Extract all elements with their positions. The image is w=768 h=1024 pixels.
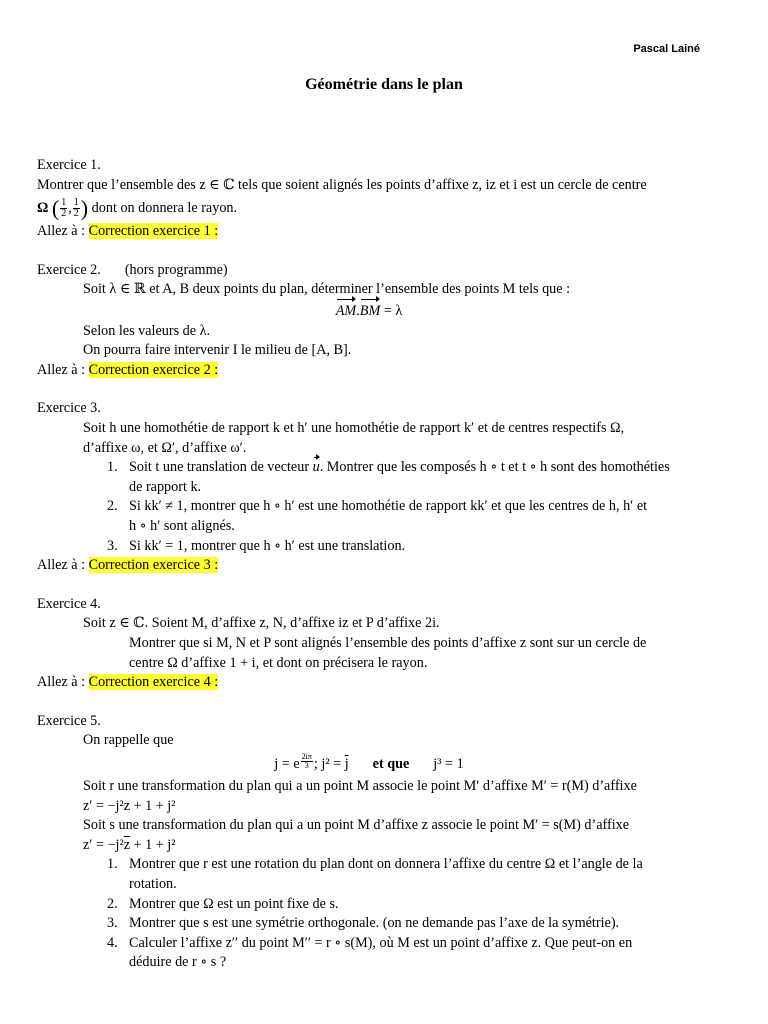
exercise-3-link-row: Allez à : Correction exercice 3 :: [37, 557, 219, 574]
list-item: 4. Calculer l’affixe z′′ du point M′′ = r ∘ s(M), où M est un point d’affixe z. Que peut-on en déduire de r ∘ s ?: [107, 934, 633, 971]
correction-link-2[interactable]: Correction exercice 2 :: [88, 361, 219, 378]
center-symbol: Ω: [37, 200, 49, 217]
exercise-4-heading: Exercice 4.: [37, 595, 101, 612]
exercise-2-formula: AM.BM = λ: [37, 300, 701, 322]
exercise-2-line-2: Selon les valeurs de λ.: [83, 322, 211, 339]
exercise-3-heading: Exercice 3.: [37, 400, 101, 417]
exercise-2-line-3: On pourra faire intervenir I le milieu de [A, B].: [83, 342, 352, 359]
exercise-4-link-row: Allez à : Correction exercice 4 :: [37, 674, 219, 691]
exercise-2-statement: Soit λ ∈ ℝ et A, B deux points du plan, déterminer l’ensemble des points M tels que :: [83, 281, 571, 298]
exercise-5: [37, 712, 701, 973]
exercise-4-statement: Soit z ∈ ℂ. Soient M, d’affixe z, N, d’affixe iz et P d’affixe 2i.: [83, 615, 440, 632]
correction-link-1[interactable]: Correction exercice 1 :: [88, 222, 219, 239]
exercise-5-heading: Exercice 5.: [37, 712, 101, 729]
exercise-2-note: (hors programme): [124, 261, 228, 278]
exercise-1-statement-cont: Ω ( $\frac{1}{2}$ , $\frac{1}{2}$ ) dont on donnera le rayon.: [37, 195, 238, 221]
exercise-4-line-3: centre Ω d’affixe 1 + i, et dont on précisera le rayon.: [129, 654, 428, 671]
correction-link-3[interactable]: Correction exercice 3 :: [88, 557, 219, 574]
exercise-5-line-2: Soit r une transformation du plan qui a un point M associe le point M′ d’affixe M′ = r(M) d’affixe: [83, 777, 637, 794]
exercise-5-formula: j = e $\frac{2i\pi}{3}$ ; $j^2 = \overline{j}$ et que j³ = 1: [274, 751, 464, 772]
list-item: 1. Soit t une translation de vecteur u. Montrer que les composés h ∘ t et t ∘ h sont des homothéties de rapport k.: [107, 459, 670, 495]
exercise-5-line-3: z′ = −j²z + 1 + j²: [83, 797, 176, 814]
exercise-5-line-5: $z' = -j^2\overline{z} + 1 + j^2$: [83, 836, 176, 853]
exercise-5-line-1: On rappelle que: [83, 732, 174, 749]
exercise-3: [37, 399, 701, 575]
list-item: 2. Si kk′ ≠ 1, montrer que h ∘ h′ est une homothétie de rapport kk′ et que les centres de h, h′ et h ∘ h′ sont alignés.: [107, 498, 648, 535]
list-item: 1. Montrer que r est une rotation du plan dont on donnera l’affixe du centre Ω et l’angle de la rotation.: [107, 856, 643, 892]
exercise-3-statement: Soit h une homothétie de rapport k et h′ une homothétie de rapport k′ et de centres respectifs Ω,: [83, 420, 625, 437]
correction-link-4[interactable]: Correction exercice 4 :: [88, 674, 219, 691]
exercise-3-statement-cont: d’affixe ω, et Ω′, d’affixe ω′.: [83, 439, 247, 456]
fraction: $\frac{1}{2}$: [61, 197, 67, 220]
exercise-4: [37, 595, 701, 693]
exercise-list: [37, 156, 701, 992]
exercise-2: [37, 261, 701, 381]
list-item: 2. Montrer que Ω est un point fixe de s.: [107, 895, 339, 912]
exercise-1: [37, 156, 701, 242]
exercise-2-link-row: Allez à : Correction exercice 2 :: [37, 361, 219, 378]
exercise-2-heading: Exercice 2. (hors programme): [37, 261, 228, 278]
exercise-5-line-4: Soit s une transformation du plan qui a un point M d’affixe z associe le point M′ = s(M) d’affixe: [83, 817, 630, 834]
exercise-1-statement: Montrer que l’ensemble des z ∈ ℂ tels que soient alignés les points d’affixe z, iz et i est un cercle de centre: [37, 176, 647, 193]
fraction: $\frac{1}{2}$: [73, 197, 79, 220]
exercise-1-link-row: Allez à : Correction exercice 1 :: [37, 222, 219, 239]
exercise-1-heading: Exercice 1.: [37, 157, 101, 173]
list-item: 3. Si kk′ = 1, montrer que h ∘ h′ est une translation.: [107, 537, 406, 554]
list-item: 3. Montrer que s est une symétrie orthogonale. (on ne demande pas l’axe de la symétrie).: [107, 915, 620, 932]
page-title: Géométrie dans le plan: [305, 76, 463, 93]
author-name: Pascal Lainé: [633, 43, 700, 55]
exercise-4-line-2: Montrer que si M, N et P sont alignés l’ensemble des points d’affixe z sont sur un cercle de: [129, 635, 647, 652]
